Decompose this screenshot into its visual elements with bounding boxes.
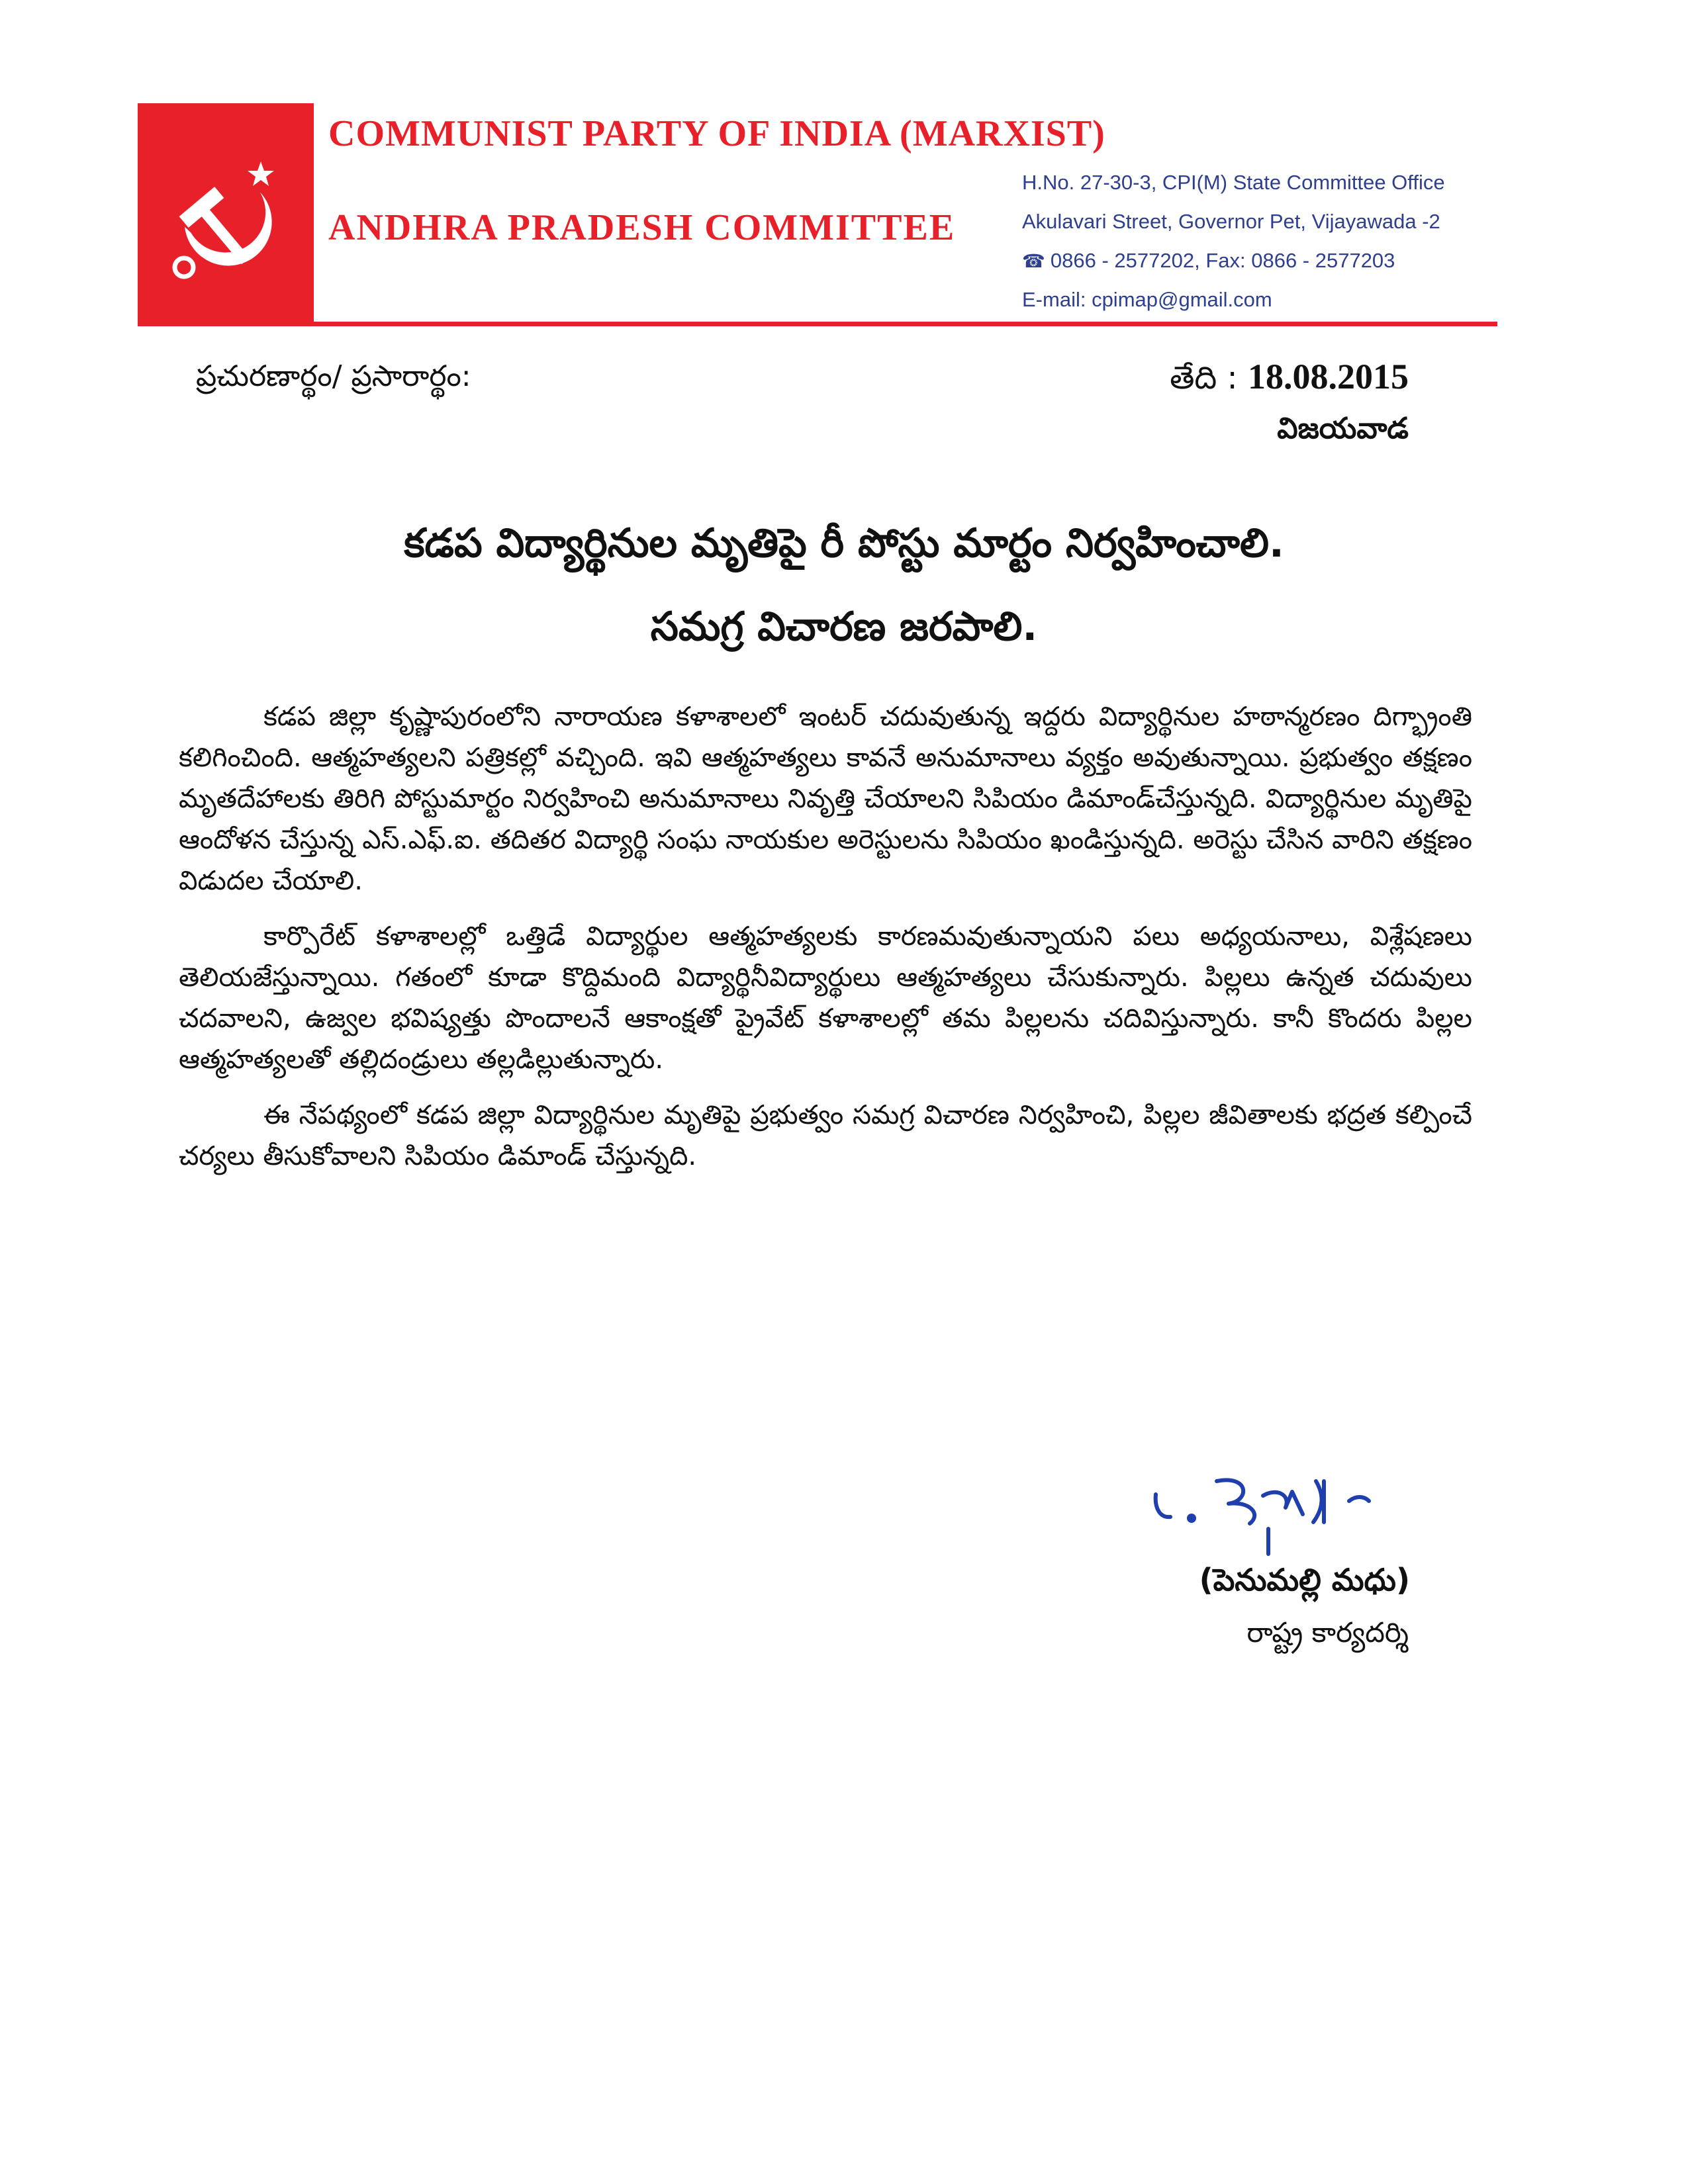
headline-line-1: కడప విద్యార్థినుల మృతిపై రీ పోస్టు మార్టం నిర్వహించాలి. bbox=[404, 520, 1284, 567]
address-block bbox=[1022, 171, 1512, 327]
party-logo bbox=[138, 103, 314, 324]
handwritten-signature bbox=[1150, 1455, 1442, 1561]
body-paragraph: ఈ నేపథ్యంలో కడప జిల్లా విద్యార్థినుల మృతిపై ప్రభుత్వం సమగ్ర విచారణ నిర్వహించి, పిల్లల జీవితాలకు భద్రత కల్పించే చర్యలు తీసుకోవాలని సిపియం డిమాండ్ చేస్తున్నది. bbox=[179, 1100, 1472, 1171]
committee-name: ANDHRA PRADESH COMMITTEE bbox=[328, 207, 956, 248]
release-label: ప్రచురణార్థం/ ప్రసారార్థం: bbox=[196, 359, 471, 393]
signatory-name: (పెనుమల్లి మధు) bbox=[1199, 1562, 1410, 1598]
headline-line-2: సమగ్ర విచారణ జరపాలి. bbox=[650, 604, 1038, 650]
date-line bbox=[1170, 356, 1409, 404]
date-label: తేది : bbox=[1170, 359, 1238, 396]
signatory-title: రాష్ట్ర కార్యదర్శి bbox=[1246, 1616, 1409, 1649]
hammer-sickle-star-icon bbox=[150, 143, 302, 295]
org-name: COMMUNIST PARTY OF INDIA (MARXIST) bbox=[328, 113, 1105, 154]
body-paragraph: కార్పొరేట్ కళాశాలల్లో ఒత్తిడే విద్యార్థుల ఆత్మహత్యలకు కారణమవుతున్నాయని పలు అధ్యయనాలు, విశ్లేషణలు తెలియజేస్తున్నాయి. గతంలో కూడా కొద్దిమంది విద్యార్థినీవిద్యార్థులు ఆత్మహత్యలు చేసుకున్నారు. పిల్లలు ఉన్నత చదువులు చదవాలని, ఉజ్వల భవిష్యత్తు పొందాలనే ఆకాంక్షతో ప్రైవేట్ కళాశాలల్లో తమ పిల్లలను చదివిస్తున్నారు. కానీ కొందరు పిల్లల ఆత్మహత్యలతో తల్లిదండ్రులు తల్లడిల్లుతున్నారు. bbox=[179, 921, 1472, 1075]
body-paragraph: కడప జిల్లా కృష్ణాపురంలోని నారాయణ కళాశాలలో ఇంటర్ చదువుతున్న ఇద్దరు విద్యార్థినుల హఠాన్మరణం దిగ్భ్రాంతి కలిగించింది. ఆత్మహత్యలని పత్రికల్లో వచ్చింది. ఇవి ఆత్మహత్యలు కావనే అనుమానాలు వ్యక్తం అవుతున్నాయి. ప్రభుత్వం తక్షణం మృతదేహాలకు తిరిగి పోస్టుమార్టం నిర్వహించి అనుమానాలు నివృత్తి చేయాలని సిపియం డిమాండ్‌చేస్తున్నది. విద్యార్థినుల మృతిపై ఆందోళన చేస్తున్న ఎస్.ఎఫ్.ఐ. తదితర విద్యార్థి సంఘ నాయకుల అరెస్టులను సిపియం ఖండిస్తున్నది. అరెస్టు చేసిన వారిని తక్షణం విడుదల చేయాలి. bbox=[179, 702, 1472, 896]
header-divider bbox=[138, 322, 1497, 326]
phone-line bbox=[1022, 249, 1512, 288]
body-text bbox=[179, 696, 1472, 1191]
address-line: Akulavari Street, Governor Pet, Vijayawada -2 bbox=[1022, 210, 1440, 233]
phone-icon: ☎ bbox=[1022, 251, 1045, 271]
place: విజయవాడ bbox=[1277, 412, 1409, 445]
address-line: H.No. 27-30-3, CPI(M) State Committee Office bbox=[1022, 171, 1445, 194]
date-value: 18.08.2015 bbox=[1248, 357, 1409, 396]
phone-fax: 0866 - 2577202, Fax: 0866 - 2577203 bbox=[1050, 249, 1395, 272]
email-line: E-mail: cpimap@gmail.com bbox=[1022, 288, 1272, 311]
